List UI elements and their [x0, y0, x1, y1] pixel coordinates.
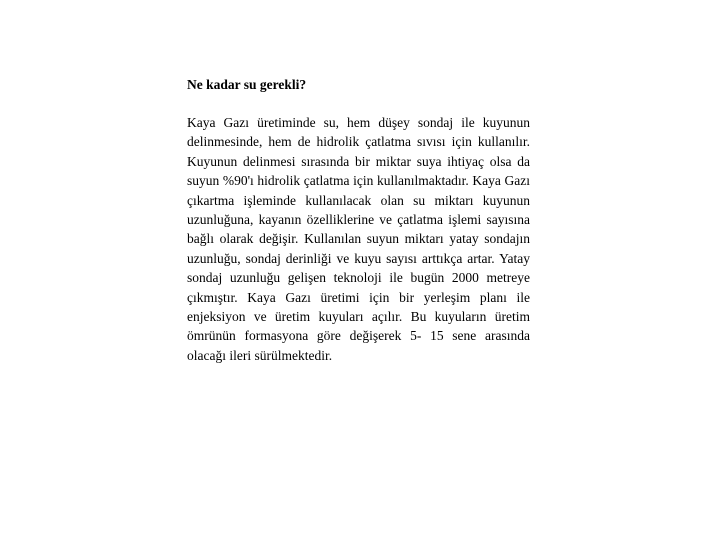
section-heading: Ne kadar su gerekli? — [187, 77, 307, 92]
body-paragraph: Kaya Gazı üretiminde su, hem düşey sondaj ile kuyunun delinmesinde, hem de hidrolik çatlatma sıvısı için kullanılır. Kuyunun delinmesi sırasında bir miktar suya ihtiyaç olsa da suyun %90'ı hidrolik çatlatma için kullanılmaktadır. Kaya Gazı çıkartma işleminde kullanılacak olan su miktarı kuyunun uzunluğuna, kayanın özelliklerine ve çatlatma işlemi sayısına bağlı olarak değişir. Kullanılan suyun miktarı yatay sondajın uzunluğu, sondaj derinliği ve kuyu sayısı arttıkça artar. Yatay sondaj uzunluğu gelişen teknoloji ile bugün 2000 metreye çıkmıştır. Kaya Gazı üretimi için bir yerleşim planı ile enjeksiyon ve üretim kuyuları açılır. Bu kuyuların üretim ömrünün formasyona göre değişerek 5- 15 sene arasında olacağı ileri sürülmektedir. — [187, 115, 530, 363]
